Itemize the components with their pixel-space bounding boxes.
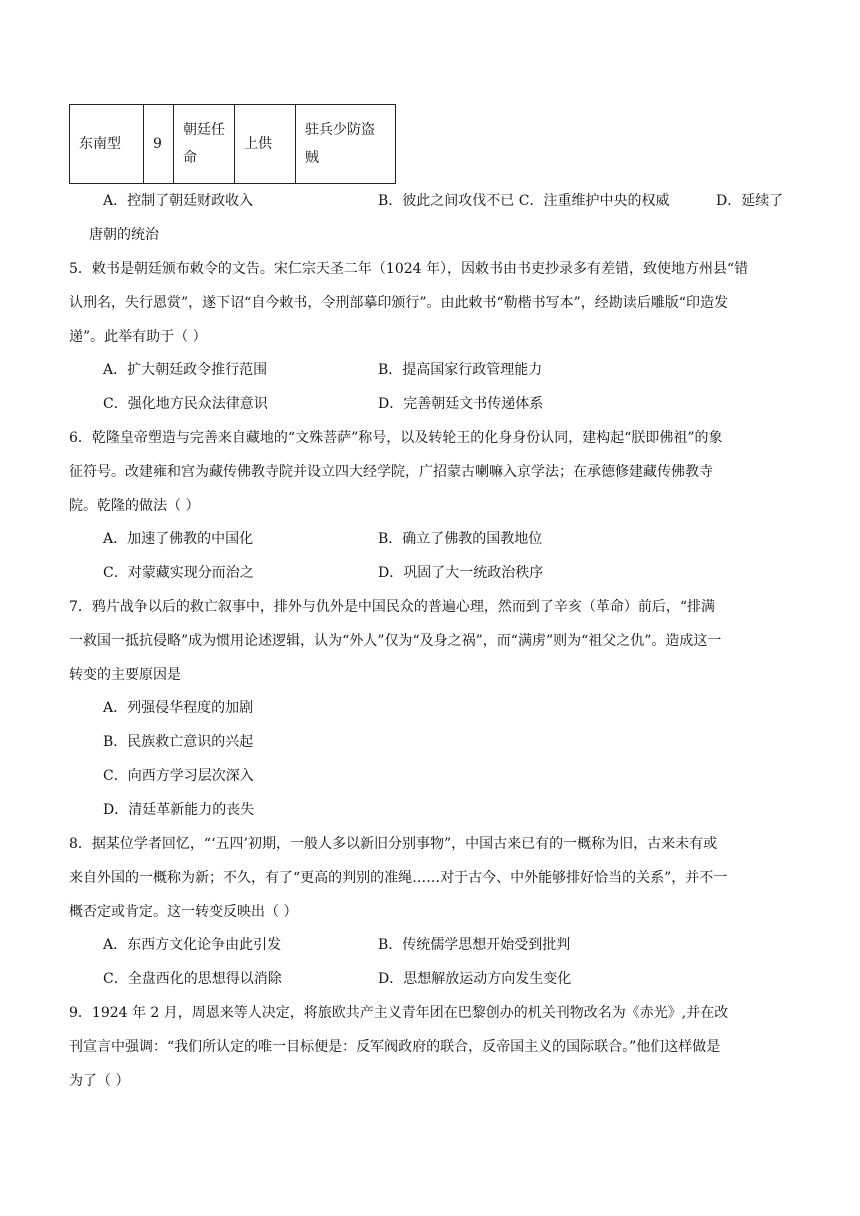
stem-line: 9．1924 年 2 月，周恩来等人决定，将旅欧共产主义青年团在巴黎创办的机关刊物改名为《赤光》,并在改 (69, 1005, 729, 1021)
q7-option-b: B．民族救亡意识的兴起 (103, 734, 254, 750)
stem-line: 院。乾隆的做法（ ） (69, 498, 200, 514)
stem-line: 6．乾隆皇帝塑造与完善来自藏地的“文殊菩萨”称号，以及转轮王的化身身份认同，建构起“朕即佛祖”的象 (69, 430, 723, 446)
stem-line: 8．据某位学者回忆，“‘五四’初期，一般人多以新旧分别事物”，中国古来已有的一概称为旧，古来未有或 (69, 836, 718, 852)
table-cell-appointment (174, 105, 235, 184)
stem-line: 为了（ ） (69, 1073, 130, 1089)
q8-option-b: B．传统儒学思想开始受到批判 (378, 937, 571, 953)
q4-option-bc: B．彼此之间攻伐不已 C．注重维护中央的权威 (378, 193, 670, 209)
question-9-stem (69, 996, 789, 1098)
q5-option-a: A．扩大朝廷政令推行范围 (103, 362, 268, 378)
stem-line: 递”。此举有助于（ ） (69, 329, 207, 345)
q8-option-d: D．思想解放运动方向发生变化 (378, 971, 572, 987)
q4-option-d: D．延续了 (716, 193, 784, 209)
table-cell-count: 9 (144, 105, 174, 184)
stem-line: 5．敕书是朝廷颁布敕令的文告。宋仁宗天圣二年（1024 年），因敕书由书吏抄录多有差错，致使地方州县“错 (69, 261, 749, 277)
question-8-stem (69, 827, 789, 929)
question-5-stem (69, 252, 789, 354)
q8-option-a: A．东西方文化论争由此引发 (103, 937, 282, 953)
q4-option-d-continued: 唐朝的统治 (89, 227, 159, 243)
stem-line: 转变的主要原因是 (69, 667, 181, 683)
q7-option-a: A．列强侵华程度的加剧 (103, 700, 254, 716)
stem-line: 征符号。改建雍和宫为藏传佛教寺院并设立四大经学院，广招蒙古喇嘛入京学法；在承德修建藏传佛教寺 (69, 464, 713, 480)
cell-line: 命 (183, 150, 197, 166)
table-row (70, 105, 396, 184)
q5-option-c: C．强化地方民众法律意识 (103, 396, 268, 412)
q6-option-c: C．对蒙藏实现分而治之 (103, 565, 254, 581)
question-6-stem (69, 421, 789, 523)
stem-line: 7．鸦片战争以后的救亡叙事中，排外与仇外是中国民众的普遍心理，然而到了辛亥（革命）前后，“排满 (69, 599, 716, 615)
stem-line: 认刑名，失行恩赏”，遂下诏“自今敕书，令刑部摹印颁行”。由此敕书“勒楷书写本”，经勘读后雕版“印造发 (69, 295, 728, 311)
cell-line: 朝廷任 (183, 122, 225, 138)
cell-line: 驻兵少防盗 (305, 122, 375, 138)
question-7-stem (69, 590, 789, 692)
table-fragment (69, 104, 396, 184)
stem-line: 一救国一抵抗侵略”成为惯用论述逻辑，认为“外人”仅为“及身之祸”，而“满虏”则为“祖父之仇”。造成这一 (69, 633, 722, 649)
q5-option-b: B．提高国家行政管理能力 (378, 362, 543, 378)
q5-option-d: D．完善朝廷文书传递体系 (378, 396, 544, 412)
stem-line: 概否定或肯定。这一转变反映出（ ） (69, 904, 298, 920)
q6-option-a: A．加速了佛教的中国化 (103, 531, 254, 547)
q6-option-b: B．确立了佛教的国教地位 (378, 531, 543, 547)
stem-line: 来自外国的一概称为新；不久，有了“更高的判别的准绳……对于古今、中外能够排好恰当的关系”，并不一 (69, 870, 728, 886)
q6-option-d: D．巩固了大一统政治秩序 (378, 565, 544, 581)
q7-option-d: D．清廷革新能力的丧失 (103, 802, 255, 818)
stem-line: 刊宣言中强调：“我们所认定的唯一目标便是：反军阀政府的联合，反帝国主义的国际联合。”他们这样做是 (69, 1039, 721, 1055)
cell-line: 贼 (305, 150, 319, 166)
q4-option-a: A．控制了朝廷财政收入 (103, 193, 254, 209)
table-cell-tribute: 上供 (235, 105, 296, 184)
table-cell-type: 东南型 (70, 105, 144, 184)
table-cell-garrison (296, 105, 396, 184)
q8-option-c: C．全盘西化的思想得以消除 (103, 971, 282, 987)
q7-option-c: C．向西方学习层次深入 (103, 768, 254, 784)
